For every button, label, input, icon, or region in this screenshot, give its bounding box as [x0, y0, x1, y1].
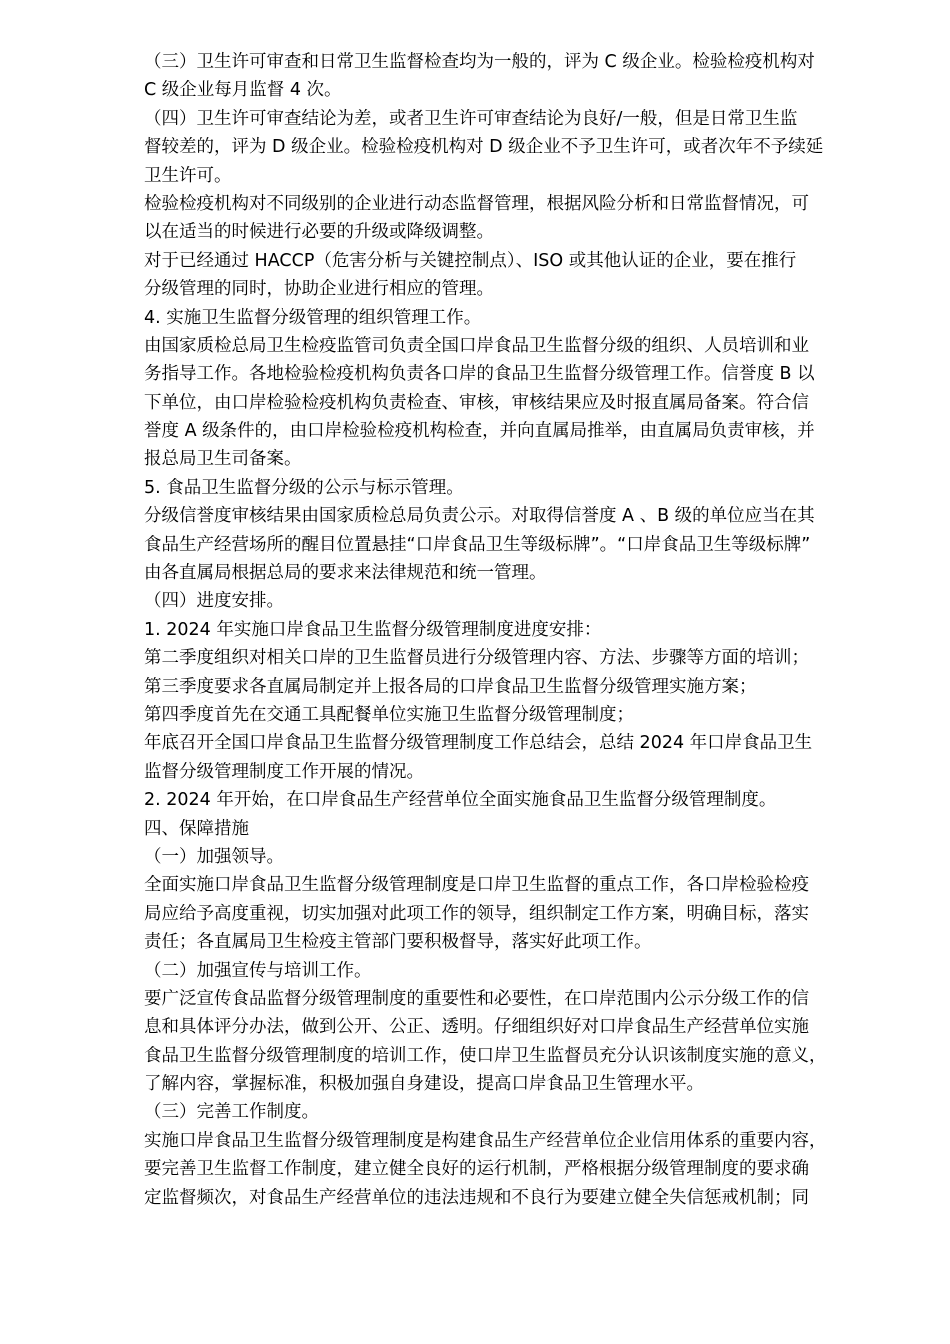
- text-line: 1. 2024 年实施口岸食品卫生监督分级管理制度进度安排：: [144, 619, 602, 640]
- text-line: 四、保障措施: [144, 818, 249, 839]
- paragraph: [144, 985, 894, 1099]
- text-line: （三）完善工作制度。: [144, 1102, 319, 1123]
- text-line: 4. 实施卫生监督分级管理的组织管理工作。: [144, 307, 482, 328]
- text-line: 5. 食品卫生监督分级的公示与标示管理。: [144, 477, 464, 498]
- text-line: 全面实施口岸食品卫生监督分级管理制度是口岸卫生监督的重点工作，各口岸检验检疫: [144, 875, 809, 896]
- paragraph: [144, 190, 894, 247]
- text-line: 誉度 A 级条件的，由口岸检验检疫机构检查，并向直属局推举，由直属局负责审核，并: [144, 421, 815, 442]
- text-line: 了解内容，掌握标准，积极加强自身建设，提高口岸食品卫生管理水平。: [144, 1074, 704, 1095]
- text-line: 对于已经通过 HACCP（危害分析与关键控制点）、ISO 或其他认证的企业，要在推行: [144, 250, 797, 271]
- paragraph: [144, 815, 894, 843]
- paragraph: [144, 247, 894, 304]
- paragraph: [144, 616, 894, 644]
- text-line: 食品生产经营场所的醒目位置悬挂“口岸食品卫生等级标牌”。“口岸食品卫生等级标牌”: [144, 534, 811, 555]
- paragraph: [144, 1127, 894, 1212]
- paragraph: [144, 48, 894, 105]
- text-line: 第三季度要求各直属局制定并上报各局的口岸食品卫生监督分级管理实施方案；: [144, 676, 757, 697]
- text-line: （四）卫生许可审查结论为差，或者卫生许可审查结论为良好/一般，但是日常卫生监: [144, 108, 798, 129]
- text-line: （四）进度安排。: [144, 591, 284, 612]
- text-line: 年底召开全国口岸食品卫生监督分级管理制度工作总结会，总结 2024 年口岸食品卫生: [144, 733, 813, 754]
- text-line: 局应给予高度重视，切实加强对此项工作的领导，组织制定工作方案，明确目标，落实: [144, 903, 809, 924]
- text-line: 要广泛宣传食品监督分级管理制度的重要性和必要性，在口岸范围内公示分级工作的信: [144, 988, 809, 1009]
- text-line: 分级信誉度审核结果由国家质检总局负责公示。对取得信誉度 A 、B 级的单位应当在其: [144, 506, 815, 527]
- text-line: （一）加强领导。: [144, 846, 284, 867]
- paragraph: [144, 332, 894, 474]
- paragraph: [144, 673, 894, 701]
- text-line: 由国家质检总局卫生检疫监管司负责全国口岸食品卫生监督分级的组织、人员培训和业: [144, 335, 809, 356]
- paragraph: [144, 105, 894, 190]
- text-line: 息和具体评分办法，做到公开、公正、透明。仔细组织好对口岸食品生产经营单位实施: [144, 1017, 809, 1038]
- paragraph: [144, 644, 894, 672]
- document-page: [144, 48, 894, 1212]
- text-line: 实施口岸食品卫生监督分级管理制度是构建食品生产经营单位企业信用体系的重要内容，: [144, 1130, 827, 1151]
- paragraph: [144, 786, 894, 814]
- text-line: 检验检疫机构对不同级别的企业进行动态监督管理，根据风险分析和日常监督情况，可: [144, 193, 809, 214]
- text-line: C 级企业每月监督 4 次。: [144, 80, 342, 101]
- text-line: 要完善卫生监督工作制度，建立健全良好的运行机制，严格根据分级管理制度的要求确: [144, 1159, 809, 1180]
- text-line: 定监督频次，对食品生产经营单位的违法违规和不良行为要建立健全失信惩戒机制；同: [144, 1187, 809, 1208]
- paragraph: [144, 304, 894, 332]
- text-line: 第二季度组织对相关口岸的卫生监督员进行分级管理内容、方法、步骤等方面的培训；: [144, 648, 809, 669]
- paragraph: [144, 871, 894, 956]
- text-line: 第四季度首先在交通工具配餐单位实施卫生监督分级管理制度；: [144, 704, 634, 725]
- paragraph: [144, 957, 894, 985]
- text-line: 由各直属局根据总局的要求来法律规范和统一管理。: [144, 563, 547, 584]
- paragraph: [144, 587, 894, 615]
- paragraph: [144, 843, 894, 871]
- text-line: 2. 2024 年开始，在口岸食品生产经营单位全面实施食品卫生监督分级管理制度。: [144, 790, 777, 811]
- paragraph: [144, 1098, 894, 1126]
- text-line: 分级管理的同时，协助企业进行相应的管理。: [144, 279, 494, 300]
- text-line: 责任；各直属局卫生检疫主管部门要积极督导，落实好此项工作。: [144, 932, 652, 953]
- text-line: 督较差的，评为 D 级企业。检验检疫机构对 D 级企业不予卫生许可，或者次年不予续延: [144, 137, 824, 158]
- paragraph: [144, 701, 894, 729]
- paragraph: [144, 729, 894, 786]
- paragraph: [144, 474, 894, 502]
- text-line: 务指导工作。各地检验检疫机构负责各口岸的食品卫生监督分级管理工作。信誉度 B 以: [144, 364, 815, 385]
- text-line: 卫生许可。: [144, 165, 232, 186]
- text-line: 食品卫生监督分级管理制度的培训工作，使口岸卫生监督员充分认识该制度实施的意义，: [144, 1045, 827, 1066]
- text-line: 报总局卫生司备案。: [144, 449, 302, 470]
- text-line: 下单位，由口岸检验检疫机构负责检查、审核，审核结果应及时报直属局备案。符合信: [144, 392, 809, 413]
- text-line: （二）加强宣传与培训工作。: [144, 960, 372, 981]
- paragraph: [144, 502, 894, 587]
- text-line: 监督分级管理制度工作开展的情况。: [144, 761, 424, 782]
- text-line: 以在适当的时候进行必要的升级或降级调整。: [144, 222, 494, 243]
- text-line: （三）卫生许可审查和日常卫生监督检查均为一般的，评为 C 级企业。检验检疫机构对: [144, 52, 815, 72]
